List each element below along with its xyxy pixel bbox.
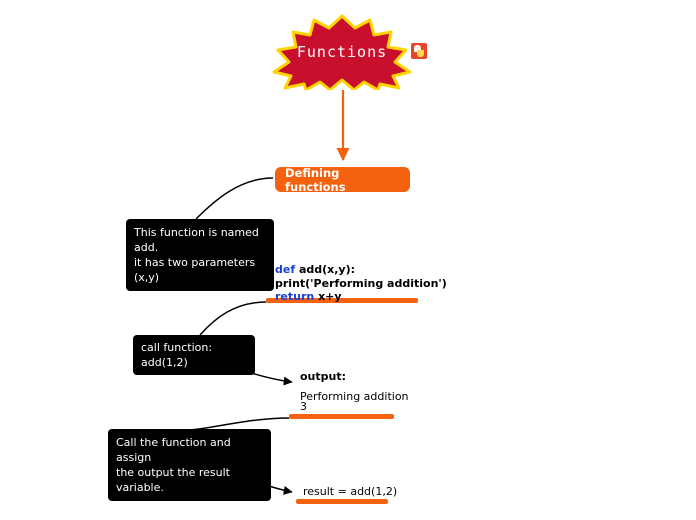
note-call-function-line1: call function: add(1,2) (141, 341, 213, 369)
output-line-2: 3 (300, 400, 307, 413)
output-label: output: (300, 370, 347, 383)
code-def-line1 (275, 263, 447, 277)
note-function-named-line2: it has two parameters (x,y) (134, 256, 256, 284)
code-keyword-return: return (275, 290, 315, 303)
node-defining-functions[interactable] (275, 167, 410, 192)
code-return-expr: x+y (314, 290, 342, 303)
output-line-1: Performing addition (300, 390, 409, 403)
result-code-line: result = add(1,2) (303, 485, 398, 498)
note-function-named-line1: This function is named add. (134, 226, 259, 254)
output-underline (289, 414, 394, 419)
note-call-function[interactable] (133, 335, 255, 375)
code-def-line3 (275, 290, 447, 304)
python-logo-icon (411, 43, 427, 59)
title-text: Functions (296, 43, 388, 61)
code-def-block (275, 263, 447, 304)
connector-defining-to-note-named (196, 178, 273, 219)
connector-code-to-note-call (200, 302, 266, 335)
note-function-named[interactable] (126, 219, 274, 291)
result-underline (296, 499, 388, 504)
note-assign-result-line1: Call the function and assign (116, 436, 231, 464)
title-starburst[interactable] (266, 14, 418, 90)
code-def-signature: add(x,y): (295, 263, 356, 276)
node-defining-functions-label: Defining functions (285, 165, 346, 194)
note-assign-result[interactable] (108, 429, 271, 501)
code-keyword-def: def (275, 263, 296, 276)
note-assign-result-line2: the output the result variable. (116, 466, 230, 494)
code-def-line2: print('Performing addition') (275, 276, 447, 290)
